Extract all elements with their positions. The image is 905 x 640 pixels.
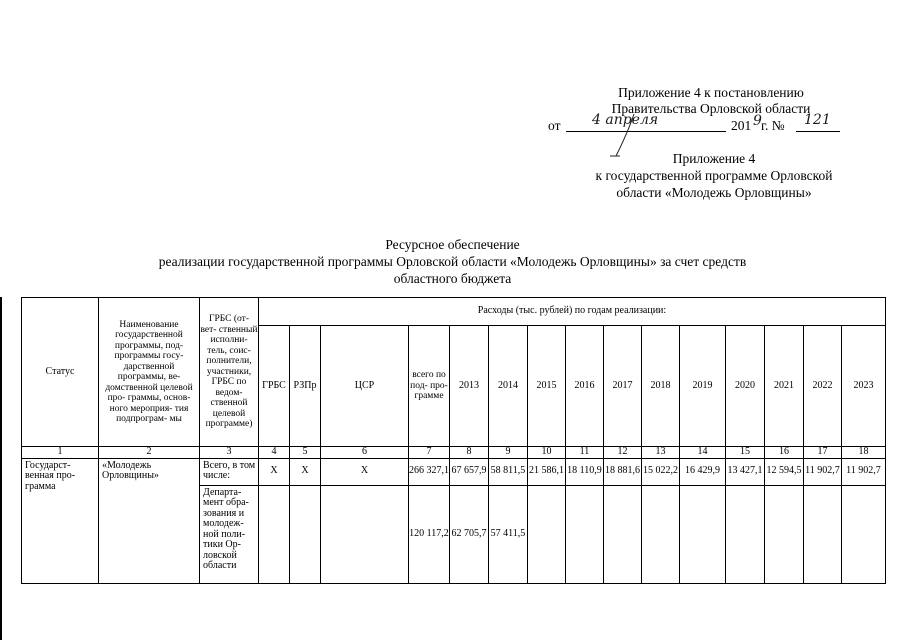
column-number: 2 (99, 447, 200, 459)
annex-line-1: Приложение 4 к постановлению (618, 85, 804, 100)
header-year: 2020 (726, 326, 765, 447)
row-value (680, 485, 726, 583)
header-expenses: Расходы (тыс. рублей) по годам реализации: (259, 298, 886, 326)
column-number: 15 (726, 447, 765, 459)
year-text: 201 (731, 118, 752, 133)
row-grbs (259, 485, 290, 583)
header-grbs: ГРБС (259, 326, 290, 447)
column-number: 8 (450, 447, 489, 459)
row-value: 16 429,9 (680, 458, 726, 485)
row-csr: Х (321, 458, 409, 485)
row-value (642, 485, 680, 583)
row-program-name: «Молодежь Орловщины» (99, 458, 200, 583)
row-value (765, 485, 804, 583)
row-value: 12 594,5 (765, 458, 804, 485)
resource-table (21, 297, 886, 584)
column-number: 10 (528, 447, 566, 459)
column-number: 14 (680, 447, 726, 459)
row-value (726, 485, 765, 583)
header-name: Наименование государственной программы, под- программы госу- дарственной программы, ве- домственной целевой про- граммы, основ- ного мероприя- тия подпрограм- мы (99, 298, 200, 447)
row-rzpr: Х (290, 458, 321, 485)
annex-line-2: Правительства Орловской области (611, 101, 811, 116)
program-annex-line-1: Приложение 4 (672, 151, 756, 166)
header-year: 2017 (604, 326, 642, 447)
column-number: 16 (765, 447, 804, 459)
title-line-2: реализации государственной программы Орловской области «Молодежь Орловщины» за счет средств (158, 254, 747, 269)
row-value: 18 110,9 (566, 458, 604, 485)
column-number: 5 (290, 447, 321, 459)
row-grbs-full: Всего, в том числе: (200, 458, 259, 485)
row-value (566, 485, 604, 583)
handwritten-number: 121 (804, 112, 831, 128)
column-number: 11 (566, 447, 604, 459)
row-value (842, 485, 886, 583)
from-prefix: от (548, 118, 561, 133)
program-annex-line-3: области «Молодежь Орловщины» (616, 185, 812, 200)
row-value: 11 902,7 (842, 458, 886, 485)
column-number: 3 (200, 447, 259, 459)
row-csr (321, 485, 409, 583)
header-csr: ЦСР (321, 326, 409, 447)
title-line-1: Ресурсное обеспечение (385, 237, 520, 252)
title-line-3: областного бюджета (393, 271, 512, 286)
row-value: 21 586,1 (528, 458, 566, 485)
column-number: 12 (604, 447, 642, 459)
row-grbs-full: Департа- мент обра- зования и молодеж- ной поли- тики Ор- ловской области (200, 485, 259, 583)
row-grbs: Х (259, 458, 290, 485)
header-rzpr: РЗПр (290, 326, 321, 447)
row-total: 120 117,2 (409, 485, 450, 583)
header-year: 2015 (528, 326, 566, 447)
column-number: 13 (642, 447, 680, 459)
program-annex-line-2: к государственной программе Орловской (595, 168, 833, 183)
header-year: 2013 (450, 326, 489, 447)
column-number: 6 (321, 447, 409, 459)
handwritten-date: 4 апреля (592, 112, 659, 128)
header-year: 2018 (642, 326, 680, 447)
header-year: 2014 (489, 326, 528, 447)
column-number: 18 (842, 447, 886, 459)
row-value: 58 811,5 (489, 458, 528, 485)
row-rzpr (290, 485, 321, 583)
row-value: 13 427,1 (726, 458, 765, 485)
row-value (528, 485, 566, 583)
row-status: Государст- венная про- грамма (22, 458, 99, 583)
header-year: 2022 (804, 326, 842, 447)
column-number-row (22, 447, 886, 459)
row-value: 67 657,9 (450, 458, 489, 485)
header-year: 2016 (566, 326, 604, 447)
year-suffix: г. № (761, 118, 785, 133)
row-total: 266 327,1 (409, 458, 450, 485)
row-value (604, 485, 642, 583)
column-number: 4 (259, 447, 290, 459)
column-number: 1 (22, 447, 99, 459)
column-number: 9 (489, 447, 528, 459)
table-row-total (22, 458, 886, 485)
header-total: всего по под- про- грамме (409, 326, 450, 447)
header-year: 2023 (842, 326, 886, 447)
header-status: Статус (22, 298, 99, 447)
number-underline (796, 131, 840, 132)
column-number: 7 (409, 447, 450, 459)
row-value: 18 881,6 (604, 458, 642, 485)
header-grbs-full: ГРБС (от- вет- ственный исполни- тель, соис- полнители, участники, ГРБС по ведом- ственной целевой программе) (200, 298, 259, 447)
handwritten-year: 9 (753, 113, 762, 129)
header-year: 2021 (765, 326, 804, 447)
row-value: 11 902,7 (804, 458, 842, 485)
row-value: 62 705,7 (450, 485, 489, 583)
column-number: 17 (804, 447, 842, 459)
page-edge-line (0, 297, 2, 640)
row-value (804, 485, 842, 583)
row-value: 15 022,2 (642, 458, 680, 485)
row-value: 57 411,5 (489, 485, 528, 583)
header-year: 2019 (680, 326, 726, 447)
